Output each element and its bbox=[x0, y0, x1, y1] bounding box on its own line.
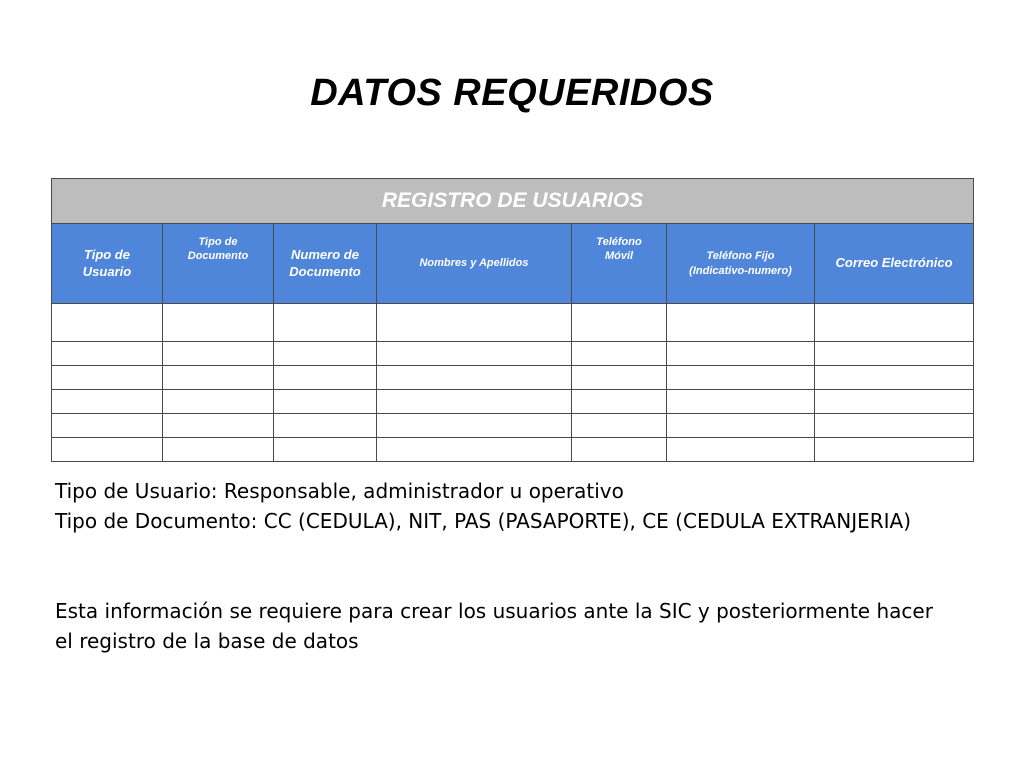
column-header-line: Usuario bbox=[82, 263, 132, 279]
registration-table-container bbox=[51, 178, 973, 462]
table-header-row bbox=[52, 224, 974, 304]
table-cell[interactable] bbox=[815, 342, 974, 366]
column-header-telefono-fijo bbox=[667, 224, 815, 304]
column-header-line: Numero de bbox=[291, 246, 359, 262]
column-header-correo-electronico bbox=[815, 224, 974, 304]
table-cell[interactable] bbox=[163, 438, 274, 462]
note-info-line: Esta información se requiere para crear los usuarios ante la SIC y posteriormente hacer bbox=[55, 599, 933, 623]
table-banner: REGISTRO DE USUARIOS bbox=[52, 179, 974, 224]
table-cell[interactable] bbox=[274, 342, 377, 366]
table-cell[interactable] bbox=[815, 414, 974, 438]
table-cell[interactable] bbox=[667, 304, 815, 342]
table-cell[interactable] bbox=[572, 366, 667, 390]
table-cell[interactable] bbox=[667, 414, 815, 438]
notes-block bbox=[55, 476, 985, 656]
column-header-line: Correo Electrónico bbox=[835, 255, 953, 271]
table-row bbox=[52, 414, 974, 438]
table-cell[interactable] bbox=[274, 304, 377, 342]
table-row bbox=[52, 342, 974, 366]
table-cell[interactable] bbox=[52, 304, 163, 342]
table-cell[interactable] bbox=[377, 390, 572, 414]
table-cell[interactable] bbox=[377, 342, 572, 366]
column-header-nombres-apellidos bbox=[377, 224, 572, 304]
column-header-line: Teléfono Fijo bbox=[706, 250, 775, 263]
column-header-line: Nombres y Apellidos bbox=[419, 257, 529, 270]
table-row bbox=[52, 304, 974, 342]
column-header-line: Documento bbox=[187, 250, 249, 263]
note-info-line-continued: el registro de la base de datos bbox=[55, 629, 359, 653]
table-cell[interactable] bbox=[667, 342, 815, 366]
table-cell[interactable] bbox=[274, 438, 377, 462]
table-cell[interactable] bbox=[667, 390, 815, 414]
note-tipo-documento: Tipo de Documento: CC (CEDULA), NIT, PAS (PASAPORTE), CE (CEDULA EXTRANJERIA) bbox=[55, 509, 912, 533]
table-cell[interactable] bbox=[572, 438, 667, 462]
table-cell[interactable] bbox=[274, 390, 377, 414]
table-row bbox=[52, 438, 974, 462]
table-cell[interactable] bbox=[572, 304, 667, 342]
column-header-line: Teléfono bbox=[596, 236, 642, 248]
table-cell[interactable] bbox=[52, 342, 163, 366]
registration-table bbox=[51, 178, 974, 462]
table-cell[interactable] bbox=[163, 390, 274, 414]
table-cell[interactable] bbox=[572, 414, 667, 438]
table-cell[interactable] bbox=[52, 438, 163, 462]
column-header-line: (Indicativo-numero) bbox=[689, 264, 792, 277]
table-cell[interactable] bbox=[667, 366, 815, 390]
column-header-line: Tipo de bbox=[198, 236, 238, 248]
table-cell[interactable] bbox=[52, 390, 163, 414]
table-cell[interactable] bbox=[815, 390, 974, 414]
column-header-line: Documento bbox=[289, 263, 361, 279]
column-header-tipo-documento bbox=[163, 224, 274, 304]
table-cell[interactable] bbox=[52, 414, 163, 438]
table-row bbox=[52, 366, 974, 390]
table-cell[interactable] bbox=[274, 414, 377, 438]
table-cell[interactable] bbox=[163, 342, 274, 366]
column-header-line: Móvil bbox=[604, 250, 634, 263]
table-cell[interactable] bbox=[377, 366, 572, 390]
slide-title: DATOS REQUERIDOS bbox=[310, 72, 714, 114]
table-cell[interactable] bbox=[52, 366, 163, 390]
table-cell[interactable] bbox=[572, 390, 667, 414]
column-header-telefono-movil bbox=[572, 224, 667, 304]
table-cell[interactable] bbox=[274, 366, 377, 390]
table-cell[interactable] bbox=[815, 366, 974, 390]
table-cell[interactable] bbox=[815, 438, 974, 462]
table-cell[interactable] bbox=[163, 366, 274, 390]
column-header-numero-documento bbox=[274, 224, 377, 304]
column-header-tipo-usuario bbox=[52, 224, 163, 304]
table-cell[interactable] bbox=[815, 304, 974, 342]
notes-spacer bbox=[55, 536, 985, 596]
note-tipo-usuario: Tipo de Usuario: Responsable, administrador u operativo bbox=[55, 479, 624, 503]
column-header-line: Tipo de bbox=[84, 246, 130, 262]
table-row bbox=[52, 390, 974, 414]
table-cell[interactable] bbox=[377, 438, 572, 462]
table-cell[interactable] bbox=[377, 414, 572, 438]
table-cell[interactable] bbox=[377, 304, 572, 342]
table-cell[interactable] bbox=[163, 414, 274, 438]
table-cell[interactable] bbox=[163, 304, 274, 342]
table-cell[interactable] bbox=[572, 342, 667, 366]
table-cell[interactable] bbox=[667, 438, 815, 462]
